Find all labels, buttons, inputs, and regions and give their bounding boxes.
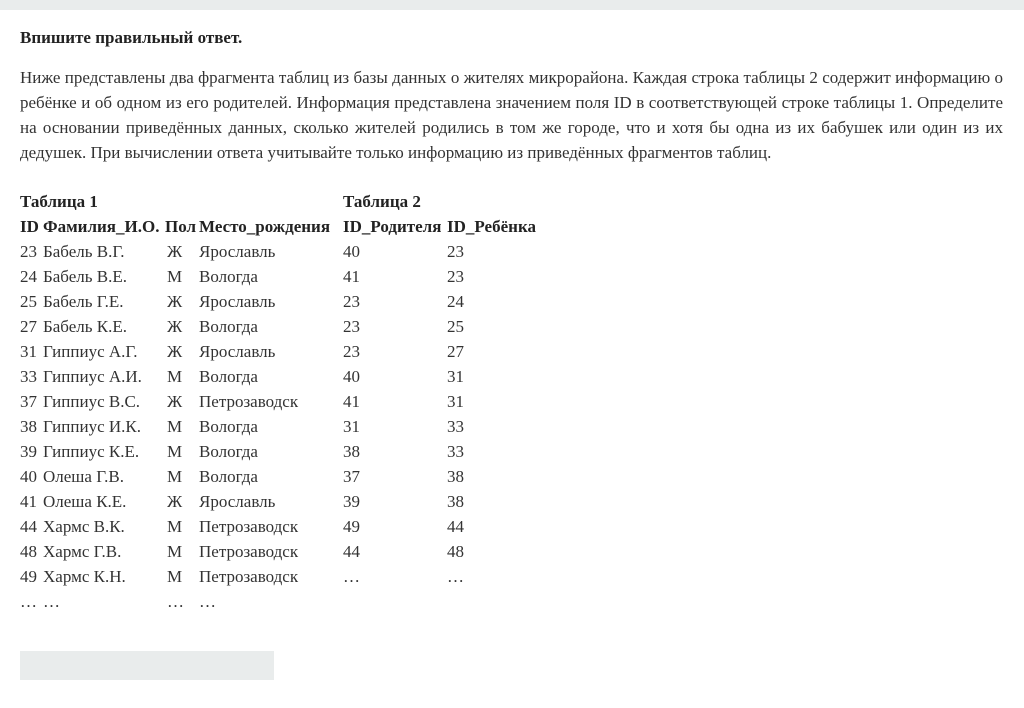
table-2-cell-child-id: 48 [447,542,464,561]
table-1-title: Таблица 1 [20,192,98,211]
table-1-cell-sex-value: Ж [167,342,183,361]
table-1-cell-name: Олеша К.Е. [43,492,127,511]
table-2-row [343,439,543,464]
table-2-cell-parent-id: 41 [343,267,360,286]
table-1-cell-birthplace: … [199,592,216,611]
table-2-cell-child-id: 27 [447,342,464,361]
table-1-cell-id: 24 [20,267,37,286]
table-1-cell-sex [165,339,199,364]
table-2-cell-parent-id: … [343,567,360,586]
table-1-cell-birthplace: Петрозаводск [199,392,299,411]
table-1-cell-name: Бабель В.Г. [43,242,125,261]
table-1-row [20,389,344,414]
table-1-header-sex: Пол [165,217,197,236]
table-1-cell-sex [165,289,199,314]
table-2-row [343,314,543,339]
table-2-row [343,564,543,589]
table-1-cell-sex [165,539,199,564]
table-1-cell-birthplace: Петрозаводск [199,567,299,586]
table-1-cell-sex-value: М [167,567,183,586]
table-1-cell-id: 38 [20,417,37,436]
table-1-row [20,239,344,264]
table-1-cell-name: Гиппиус К.Е. [43,442,140,461]
table-1-cell-birthplace: Ярославль [199,492,276,511]
table-1-cell-id: 49 [20,567,37,586]
table-2-cell-parent-id: 23 [343,292,360,311]
table-1-cell-sex [165,564,199,589]
table-1-cell-name: Хармс Г.В. [43,542,122,561]
top-bar [0,0,1024,10]
table-1-cell-name: Гиппиус А.Г. [43,342,138,361]
table-2-cell-parent-id: 23 [343,342,360,361]
table-2-cell-child-id: 38 [447,492,464,511]
table-1-cell-sex [165,414,199,439]
table-1-cell-birthplace: Вологда [199,442,258,461]
table-2-cell-parent-id: 41 [343,392,360,411]
table-1-cell-sex [165,239,199,264]
table-1-cell-name: Бабель К.Е. [43,317,127,336]
table-2-cell-child-id: 23 [447,267,464,286]
table-1-row [20,564,344,589]
table-1-cell-sex-value: М [167,542,183,561]
table-1-row [20,539,344,564]
table-2-cell-child-id: 33 [447,442,464,461]
table-2-header-child-id: ID_Ребёнка [447,217,536,236]
answer-input[interactable] [20,651,274,680]
table-1-cell-id: 44 [20,517,37,536]
table-1-cell-sex [165,364,199,389]
table-1-cell-birthplace: Ярославль [199,242,276,261]
table-1-cell-sex-value: М [167,367,183,386]
table-1-row [20,314,344,339]
table-1 [20,189,344,614]
table-1-cell-birthplace: Вологда [199,317,258,336]
table-1-cell-sex [165,589,199,614]
table-1-cell-name: … [43,592,60,611]
table-1-cell-birthplace: Вологда [199,367,258,386]
table-2-cell-parent-id: 49 [343,517,360,536]
task-prompt: Впишите правильный ответ. [20,28,243,47]
table-1-cell-name: Гиппиус В.С. [43,392,141,411]
table-2-cell-child-id: 44 [447,517,464,536]
table-1-cell-sex-value: Ж [167,392,183,411]
table-2-title: Таблица 2 [343,192,421,211]
table-1-cell-id: … [20,592,37,611]
table-1-cell-sex-value: Ж [167,317,183,336]
table-1-cell-sex-value: Ж [167,292,183,311]
table-1-row [20,339,344,364]
table-1-cell-sex-value: М [167,442,183,461]
table-1-cell-name: Бабель В.Е. [43,267,127,286]
table-2-row [343,364,543,389]
table-2-cell-child-id: 23 [447,242,464,261]
task-description: Ниже представлены два фрагмента таблиц из базы данных о жителях микрорайона. Каждая строка таблицы 2 содержит информацию о ребёнке и об одном из его родителей. Информация представлена значением поля ID в соответствующей строке таблицы 1. Определите на основании приведённых данных, сколько жителей родились в том же городе, что и хотя бы одна из их бабушек или один из их дедушек. При вычислении ответа учитывайте только информацию из приведённых фрагментов таблиц. [20,68,1003,162]
table-1-row [20,289,344,314]
table-1-cell-birthplace: Вологда [199,467,258,486]
table-1-cell-birthplace: Ярославль [199,342,276,361]
table-2-row [343,414,543,439]
table-1-cell-id: 39 [20,442,37,461]
table-1-cell-id: 23 [20,242,37,261]
table-2-cell-child-id: 31 [447,392,464,411]
table-1-row [20,589,344,614]
table-2-row [343,514,543,539]
table-2-cell-parent-id: 40 [343,367,360,386]
table-1-header-id: ID [20,217,39,236]
table-1-row [20,364,344,389]
table-1-cell-name: Гиппиус А.И. [43,367,142,386]
table-1-cell-id: 40 [20,467,37,486]
table-1-row [20,464,344,489]
table-1-cell-name: Бабель Г.Е. [43,292,124,311]
table-1-cell-sex-value: М [167,267,183,286]
table-2-row [343,389,543,414]
table-1-header-birthplace: Место_рождения [199,217,331,236]
table-1-cell-birthplace: Ярославль [199,292,276,311]
table-1-cell-sex-value: М [167,417,183,436]
table-2-cell-parent-id: 39 [343,492,360,511]
table-1-cell-sex [165,314,199,339]
table-1-cell-sex [165,514,199,539]
table-1-cell-sex-value: Ж [167,492,183,511]
table-1-header-name: Фамилия_И.О. [43,217,160,236]
table-2-cell-child-id: … [447,567,464,586]
table-1-cell-name: Хармс В.К. [43,517,125,536]
table-1-row [20,439,344,464]
table-2-header-parent-id: ID_Родителя [343,217,442,236]
table-1-row [20,489,344,514]
table-2-row [343,339,543,364]
table-2-row [343,289,543,314]
table-1-row [20,514,344,539]
table-2-cell-parent-id: 37 [343,467,360,486]
table-1-body [20,239,344,614]
table-1-cell-id: 41 [20,492,37,511]
table-1-cell-id: 48 [20,542,37,561]
table-1-cell-sex [165,264,199,289]
table-1-cell-sex-value: М [167,517,183,536]
table-2-cell-child-id: 31 [447,367,464,386]
table-2-row [343,539,543,564]
table-1-cell-birthplace: Вологда [199,417,258,436]
table-2-cell-parent-id: 38 [343,442,360,461]
table-1-cell-birthplace: Вологда [199,267,258,286]
table-1-row [20,264,344,289]
table-2-row [343,489,543,514]
table-2-row [343,264,543,289]
table-1-cell-name: Хармс К.Н. [43,567,126,586]
table-2-cell-child-id: 38 [447,467,464,486]
table-2-cell-child-id: 24 [447,292,464,311]
table-1-cell-sex [165,389,199,414]
table-1-cell-birthplace: Петрозаводск [199,517,299,536]
table-1-cell-id: 37 [20,392,37,411]
table-2 [343,189,543,589]
table-1-cell-id: 31 [20,342,37,361]
table-2-row [343,239,543,264]
table-1-cell-id: 27 [20,317,37,336]
table-1-cell-name: Олеша Г.В. [43,467,124,486]
table-1-cell-birthplace: Петрозаводск [199,542,299,561]
table-1-cell-sex [165,439,199,464]
table-2-cell-child-id: 25 [447,317,464,336]
table-1-cell-sex-value: Ж [167,242,183,261]
table-1-cell-sex-value: … [167,592,184,611]
table-1-cell-sex-value: М [167,467,183,486]
table-2-cell-parent-id: 31 [343,417,360,436]
table-1-row [20,414,344,439]
table-2-cell-child-id: 33 [447,417,464,436]
table-2-row [343,464,543,489]
table-2-cell-parent-id: 23 [343,317,360,336]
table-1-cell-id: 25 [20,292,37,311]
table-2-cell-parent-id: 40 [343,242,360,261]
table-1-cell-id: 33 [20,367,37,386]
table-2-body [343,239,543,589]
table-2-cell-parent-id: 44 [343,542,360,561]
table-1-cell-name: Гиппиус И.К. [43,417,141,436]
table-1-cell-sex [165,464,199,489]
table-1-cell-sex [165,489,199,514]
